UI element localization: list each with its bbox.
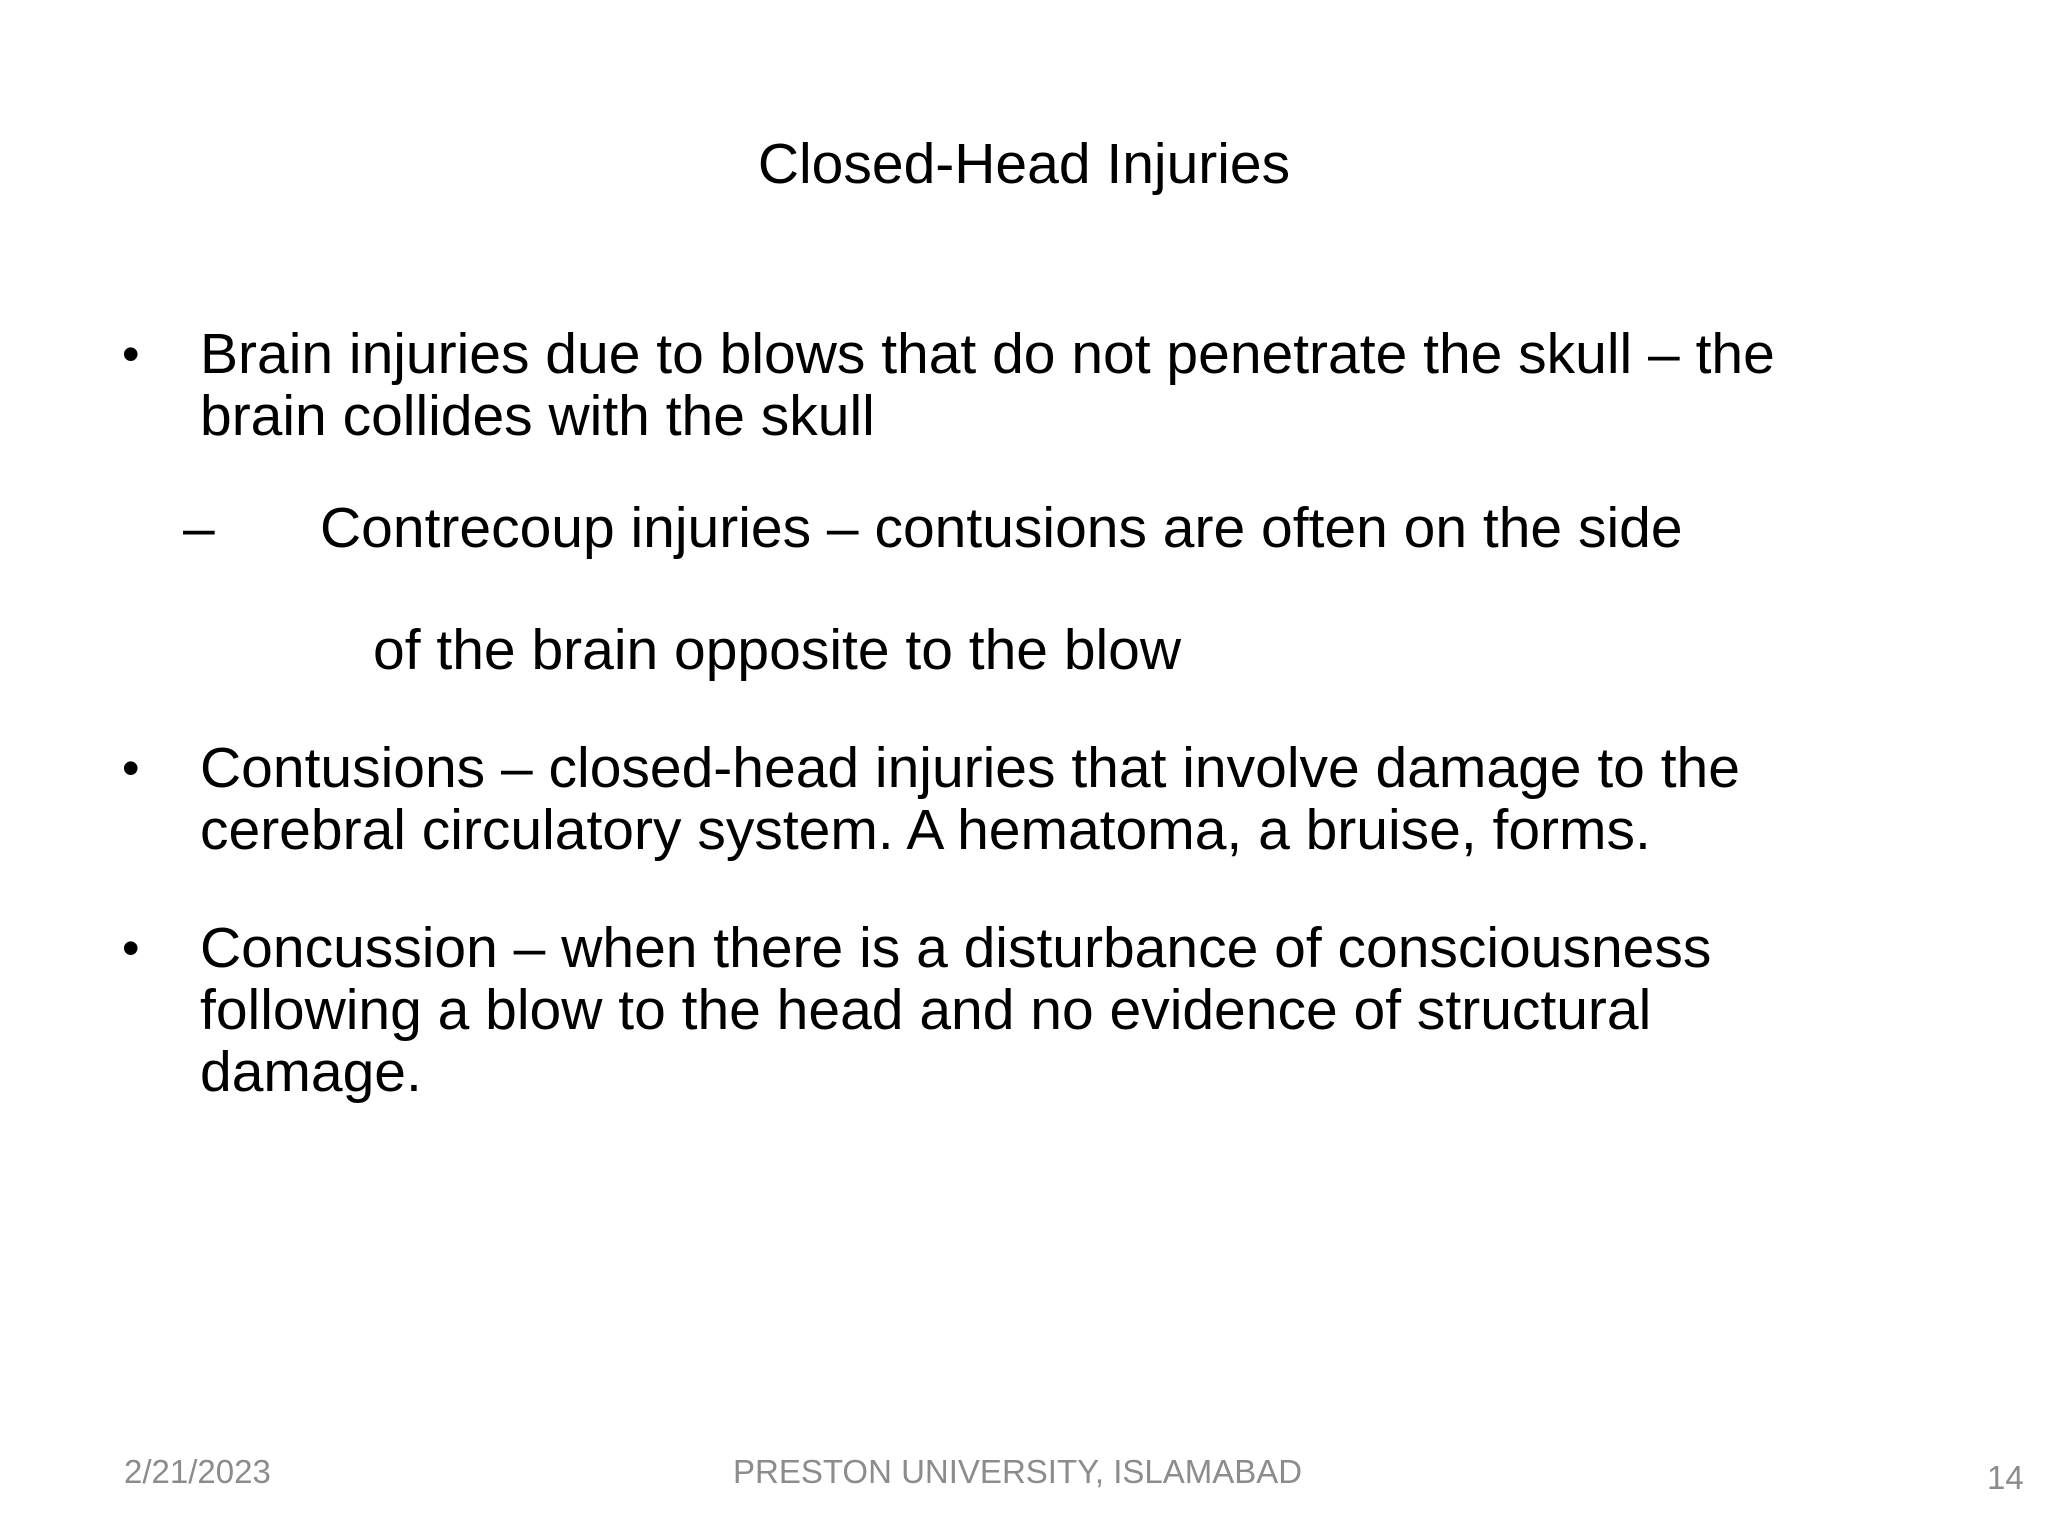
bullet-line: Concussion – when there is a disturbance of consciousness	[200, 916, 1712, 980]
slide-title: Closed-Head Injuries	[757, 132, 1291, 196]
footer-institution: PRESTON UNIVERSITY, ISLAMABAD	[733, 1453, 1303, 1490]
footer-date: 2/21/2023	[124, 1453, 271, 1490]
bullet-line: damage.	[200, 1040, 422, 1104]
bullet-marker: •	[122, 326, 140, 382]
bullet-line: Brain injuries due to blows that do not penetrate the skull – the	[200, 322, 1775, 386]
sub-bullet-line: Contrecoup injuries – contusions are often on the side	[320, 496, 1683, 560]
bullet-line: cerebral circulatory system. A hematoma, a bruise, forms.	[200, 798, 1651, 862]
bullet-line: brain collides with the skull	[200, 384, 875, 448]
bullet-marker: •	[122, 920, 140, 976]
bullet-line: Contusions – closed-head injuries that involve damage to the	[200, 736, 1740, 800]
footer-page-number: 14	[1987, 1459, 2024, 1496]
sub-bullet-line: of the brain opposite to the blow	[373, 618, 1182, 682]
bullet-marker: •	[122, 740, 140, 796]
bullet-line: following a blow to the head and no evidence of structural	[200, 978, 1652, 1042]
sub-bullet-marker: –	[183, 496, 215, 560]
